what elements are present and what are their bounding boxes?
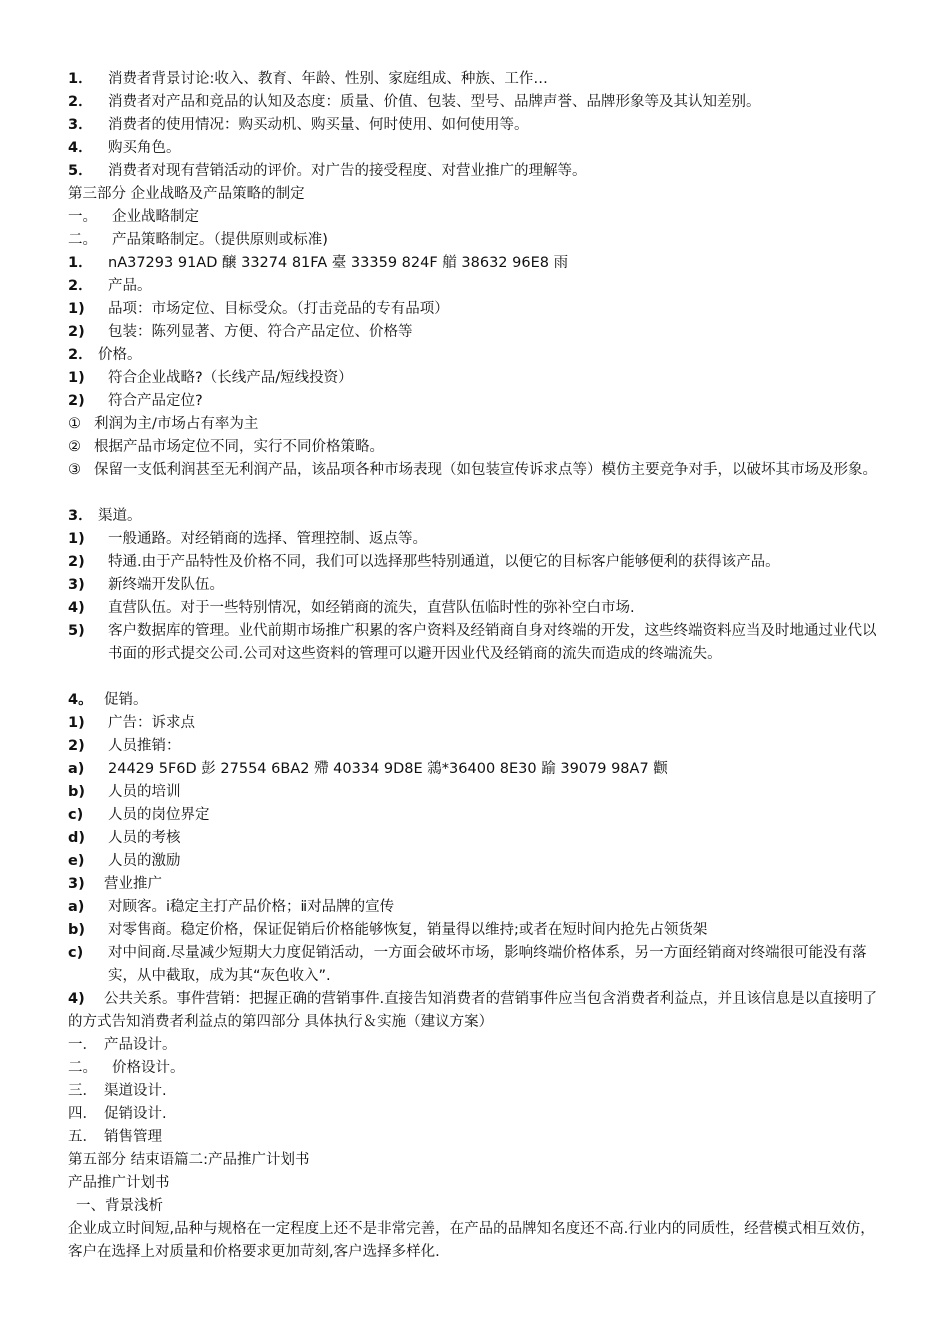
list-marker: 4． <box>68 140 93 156</box>
list-item <box>68 68 888 91</box>
list-marker: 2) <box>68 738 85 754</box>
list-marker: 3． <box>68 508 93 524</box>
list-text: nA37293 91AD 醸 33274 81FA 臺 33359 824F 艏 38632 96E8 雨 <box>108 255 569 271</box>
list-text: 产品设计。 <box>104 1037 177 1053</box>
list-item <box>68 597 888 620</box>
list-marker: 2． <box>68 94 93 110</box>
list-text: 营业推广 <box>104 876 162 892</box>
list-marker: a) <box>68 761 85 777</box>
list-text: 促销设计. <box>104 1106 167 1122</box>
list-text: 保留一支低利润甚至无利润产品，该品项各种市场表现（如包装宣传诉求点等）模仿主要竞争对手，以破坏其市场及形象。 <box>94 462 877 478</box>
list-item <box>68 850 888 873</box>
list-text: 消费者对现有营销活动的评价。对广告的接受程度、对营业推广的理解等。 <box>108 163 587 179</box>
list-marker: 3． <box>68 117 93 133</box>
list-text: 对零售商。稳定价格，保证促销后价格能够恢复，销量得以维持;或者在短时间内抢先占领货架 <box>108 922 708 938</box>
list-marker: c) <box>68 807 84 823</box>
list-item <box>68 1103 888 1126</box>
list-item <box>68 551 888 574</box>
list-marker: 一． <box>68 1037 97 1053</box>
list-item <box>68 1080 888 1103</box>
list-item <box>68 160 888 183</box>
list-item <box>68 298 888 321</box>
list-marker: 五． <box>68 1129 97 1145</box>
list-text: 对中间商.尽量减少短期大力度促销活动，一方面会破坏市场，影响终端价格体系，另一方面经销商对终端很可能没有落实，从中截取，成为其“灰色收入”. <box>108 945 867 984</box>
list-item <box>68 873 888 896</box>
paragraph: 企业成立时间短,品种与规格在一定程度上还不是非常完善，在产品的品牌知名度还不高.行业内的同质性，经营模式相互效仿，客户在选择上对质量和价格要求更加苛刻,客户选择多样化. <box>68 1221 875 1260</box>
list-marker: 三． <box>68 1083 97 1099</box>
list-marker: 2) <box>68 393 85 409</box>
list-text: 渠道。 <box>98 508 142 524</box>
list-item <box>68 1126 888 1149</box>
list-text: 特通.由于产品特性及价格不同，我们可以选择那些特别通道，以便它的目标客户能够便利的获得该产品。 <box>108 554 780 570</box>
list-item <box>68 712 888 735</box>
list-text: 一般通路。对经销商的选择、管理控制、返点等。 <box>108 531 427 547</box>
list-marker: 4) <box>68 991 85 1007</box>
list-item <box>68 1034 888 1057</box>
list-item <box>68 758 888 781</box>
list-item <box>68 275 888 298</box>
list-text: 24429 5F6D 彭 27554 6BA2 殢 40334 9D8E 鶎*36400 8E30 踰 39079 98A7 颧 <box>108 761 668 777</box>
list-item <box>68 413 888 436</box>
list-item <box>68 252 888 275</box>
list-text: 人员的岗位界定 <box>108 807 210 823</box>
list-text: 价格设计。 <box>112 1060 185 1076</box>
list-text: 符合产品定位? <box>108 393 203 409</box>
list-marker: 1) <box>68 531 85 547</box>
list-item <box>68 390 888 413</box>
list-item <box>68 896 888 919</box>
list-item <box>68 988 888 1034</box>
list-item <box>68 367 888 390</box>
list-item <box>68 206 888 229</box>
list-marker: 2) <box>68 554 85 570</box>
list-text: 广告：诉求点 <box>108 715 195 731</box>
list-marker: 一。 <box>68 209 97 225</box>
list-marker: 1) <box>68 715 85 731</box>
list-marker: 4) <box>68 600 85 616</box>
list-marker: b) <box>68 922 86 938</box>
list-item <box>68 942 888 988</box>
list-text: 公共关系。事件营销：把握正确的营销事件.直接告知消费者的营销事件应当包含消费者利益点，并且该信息是以直接明了的方式告知消费者利益点的第四部分 具体执行＆实施（建议方案） <box>68 991 878 1030</box>
list-item <box>68 528 888 551</box>
list-text: 品项：市场定位、目标受众。（打击竞品的专有品项） <box>108 301 449 317</box>
list-text: 价格。 <box>98 347 142 363</box>
list-item <box>68 137 888 160</box>
list-text: 购买角色。 <box>108 140 181 156</box>
list-marker: 四． <box>68 1106 97 1122</box>
section-heading: 第三部分 企业战略及产品策略的制定 <box>68 186 305 202</box>
list-text: 客户数据库的管理。业代前期市场推广积累的客户资料及经销商自身对终端的开发，这些终端资料应当及时地通过业代以书面的形式提交公司.公司对这些资料的管理可以避开因业代及经销商的流失而造成的终端流失。 <box>108 623 877 662</box>
list-text: 渠道设计. <box>104 1083 167 1099</box>
list-text: 产品策略制定。（提供原则或标准) <box>112 232 328 248</box>
list-item <box>68 1057 888 1080</box>
list-text: 利润为主/市场占有率为主 <box>94 416 259 432</box>
list-item <box>68 620 888 666</box>
list-marker: ③ <box>68 462 81 478</box>
section-heading: 第五部分 结束语篇二:产品推广计划书 <box>68 1152 310 1168</box>
list-text: 销售管理 <box>104 1129 162 1145</box>
list-marker: 3) <box>68 577 85 593</box>
list-item <box>68 827 888 850</box>
list-text: 企业战略制定 <box>112 209 199 225</box>
list-marker: 5) <box>68 623 85 639</box>
list-text: 人员的激励 <box>108 853 181 869</box>
list-text: 人员的考核 <box>108 830 181 846</box>
list-marker: c) <box>68 945 84 961</box>
list-marker: 5． <box>68 163 93 179</box>
list-item <box>68 781 888 804</box>
list-text: 符合企业战略?（长线产品/短线投资） <box>108 370 353 386</box>
list-marker: 3) <box>68 876 85 892</box>
list-marker: 2． <box>68 278 93 294</box>
list-text: 消费者对产品和竞品的认知及态度：质量、价值、包装、型号、品牌声誉、品牌形象等及其认知差别。 <box>108 94 761 110</box>
list-item <box>68 436 888 459</box>
list-item <box>68 505 888 528</box>
list-item <box>68 91 888 114</box>
list-text: 对顾客。ⅰ稳定主打产品价格；ⅱ对品牌的宣传 <box>108 899 395 915</box>
subsection-heading: 一、背景浅析 <box>76 1198 163 1214</box>
list-marker: 1． <box>68 255 93 271</box>
list-marker: e) <box>68 853 85 869</box>
list-text: 人员的培训 <box>108 784 181 800</box>
document-title: 产品推广计划书 <box>68 1175 170 1191</box>
list-text: 人员推销： <box>108 738 181 754</box>
list-item <box>68 459 888 482</box>
list-item <box>68 804 888 827</box>
list-marker: 二。 <box>68 232 97 248</box>
list-text: 促销。 <box>104 692 148 708</box>
list-marker: a) <box>68 899 85 915</box>
list-item <box>68 735 888 758</box>
list-item <box>68 321 888 344</box>
list-item <box>68 919 888 942</box>
list-marker: 1． <box>68 71 93 87</box>
list-marker: 二。 <box>68 1060 97 1076</box>
list-marker: 2． <box>68 347 93 363</box>
list-marker: b) <box>68 784 86 800</box>
list-text: 直营队伍。对于一些特别情况，如经销商的流失，直营队伍临时性的弥补空白市场. <box>108 600 635 616</box>
list-item <box>68 229 888 252</box>
list-marker: 1) <box>68 301 85 317</box>
list-text: 包装：陈列显著、方便、符合产品定位、价格等 <box>108 324 413 340</box>
list-marker: 2) <box>68 324 85 340</box>
list-marker: ① <box>68 416 81 432</box>
list-text: 消费者的使用情况：购买动机、购买量、何时使用、如何使用等。 <box>108 117 529 133</box>
list-item <box>68 574 888 597</box>
list-marker: ② <box>68 439 81 455</box>
list-text: 新终端开发队伍。 <box>108 577 224 593</box>
list-text: 消费者背景讨论:收入、教育、年龄、性别、家庭组成、种族、工作… <box>108 71 548 87</box>
list-item <box>68 344 888 367</box>
list-item <box>68 114 888 137</box>
list-item <box>68 689 888 712</box>
list-marker: 4。 <box>68 692 93 708</box>
list-marker: d) <box>68 830 86 846</box>
list-marker: 1) <box>68 370 85 386</box>
list-text: 根据产品市场定位不同，实行不同价格策略。 <box>94 439 384 455</box>
list-text: 产品。 <box>108 278 152 294</box>
